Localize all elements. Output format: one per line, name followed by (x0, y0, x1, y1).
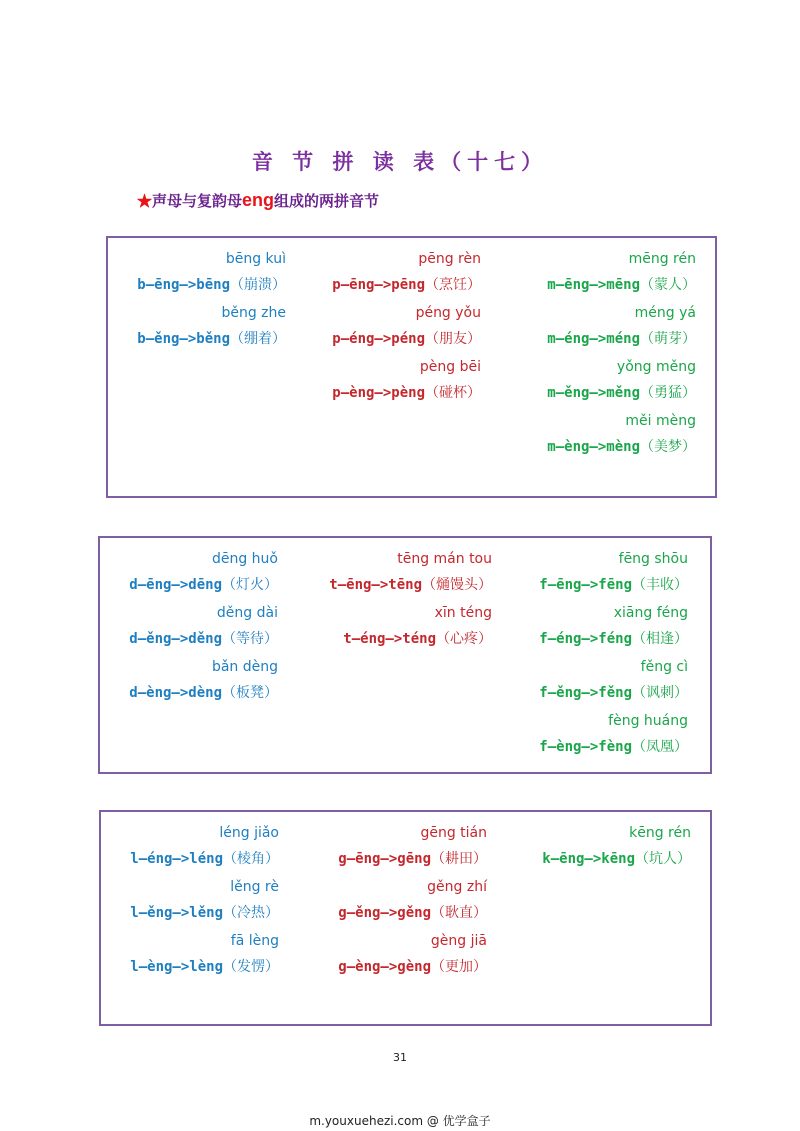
footer-watermark: m.youxuehezi.com @ 优学盒子 (309, 1114, 491, 1128)
subtitle-highlight: eng (242, 190, 275, 210)
syllable-entry (101, 878, 487, 932)
pinyin: bēng kuì (225, 251, 286, 267)
formula: m—ēng—>mēng（蒙人） (547, 277, 696, 293)
syllable-entry (101, 932, 487, 986)
formula: d—ěng—>děng（等待） (129, 631, 278, 647)
syllable-entry (108, 250, 696, 304)
pinyin: méng yá (634, 305, 696, 321)
formula: t—éng—>téng（心疼） (343, 631, 492, 647)
subtitle-after: 组成的两拼音节 (274, 192, 380, 210)
formula: t—ēng—>tēng（熥馒头） (329, 577, 492, 593)
syllable-entry (108, 412, 696, 466)
subtitle-before: 声母与复韵母 (152, 192, 243, 210)
formula: b—ěng—>běng（绷着） (137, 331, 286, 347)
pinyin: gěng zhí (427, 879, 487, 895)
pinyin: pèng bēi (419, 359, 481, 375)
pinyin: fēng shōu (618, 551, 688, 567)
column-green (100, 550, 688, 766)
formula: l—ěng—>lěng（冷热） (130, 905, 279, 921)
syllable-entry (108, 304, 696, 358)
syllable-table-1 (106, 236, 717, 498)
page-title: 音 节 拼 读 表（十七） (251, 149, 549, 174)
syllable-entry (108, 358, 696, 412)
pinyin: dēng huǒ (211, 551, 278, 567)
star-icon: ★ (137, 192, 153, 210)
formula: p—ēng—>pēng（烹饪） (332, 277, 481, 293)
pinyin: fèng huáng (608, 713, 688, 729)
pinyin: pēng rèn (418, 251, 481, 267)
formula: p—éng—>péng（朋友） (332, 331, 481, 347)
formula: f—ēng—>fēng（丰收） (539, 577, 688, 593)
pinyin: péng yǒu (415, 305, 481, 321)
pinyin: kēng rén (629, 825, 691, 841)
pinyin: děng dài (216, 605, 278, 621)
pinyin: gēng tián (420, 825, 487, 841)
pinyin: mēng rén (628, 251, 696, 267)
formula: b—ēng—>bēng（崩溃） (137, 277, 286, 293)
syllable-entry (100, 712, 688, 766)
pinyin: lěng rè (230, 879, 279, 895)
pinyin: xiāng féng (613, 605, 688, 621)
syllable-entry (101, 824, 691, 878)
formula: d—ēng—>dēng（灯火） (129, 577, 278, 593)
pinyin: xīn téng (434, 605, 492, 621)
page-number: 31 (393, 1051, 407, 1064)
syllable-entry (100, 550, 688, 604)
formula: f—èng—>fèng（凤凰） (539, 739, 688, 755)
formula: p—èng—>pèng（碰杯） (332, 385, 481, 401)
formula: l—éng—>léng（棱角） (130, 851, 279, 867)
pinyin: fěng cì (640, 659, 688, 675)
pinyin: gèng jiā (430, 933, 487, 949)
formula: g—ēng—>gēng（耕田） (338, 851, 487, 867)
formula: g—ěng—>gěng（耿直） (338, 905, 487, 921)
formula: m—ěng—>měng（勇猛） (547, 385, 696, 401)
pinyin: běng zhe (221, 305, 286, 321)
formula: f—éng—>féng（相逢） (539, 631, 688, 647)
subtitle (137, 190, 379, 211)
pinyin: tēng mán tou (397, 551, 492, 567)
column-green (108, 250, 696, 466)
formula: k—ēng—>kēng（坑人） (542, 851, 691, 867)
syllable-table-3 (99, 810, 712, 1026)
formula: m—éng—>méng（萌芽） (547, 331, 696, 347)
formula: f—ěng—>fěng（讽刺） (539, 685, 688, 701)
syllable-entry (100, 658, 688, 712)
formula: m—èng—>mèng（美梦） (547, 439, 696, 455)
pinyin: léng jiǎo (219, 825, 279, 841)
pinyin: bǎn dèng (211, 659, 278, 675)
pinyin: měi mèng (625, 413, 696, 429)
syllable-entry (100, 604, 688, 658)
column-green (101, 824, 691, 878)
pinyin: yǒng měng (616, 359, 696, 375)
syllable-table-2 (98, 536, 712, 774)
formula: g—èng—>gèng（更加） (338, 959, 487, 975)
pinyin: fā lèng (230, 933, 279, 949)
formula: l—èng—>lèng（发愣） (130, 959, 279, 975)
formula: d—èng—>dèng（板凳） (129, 685, 278, 701)
